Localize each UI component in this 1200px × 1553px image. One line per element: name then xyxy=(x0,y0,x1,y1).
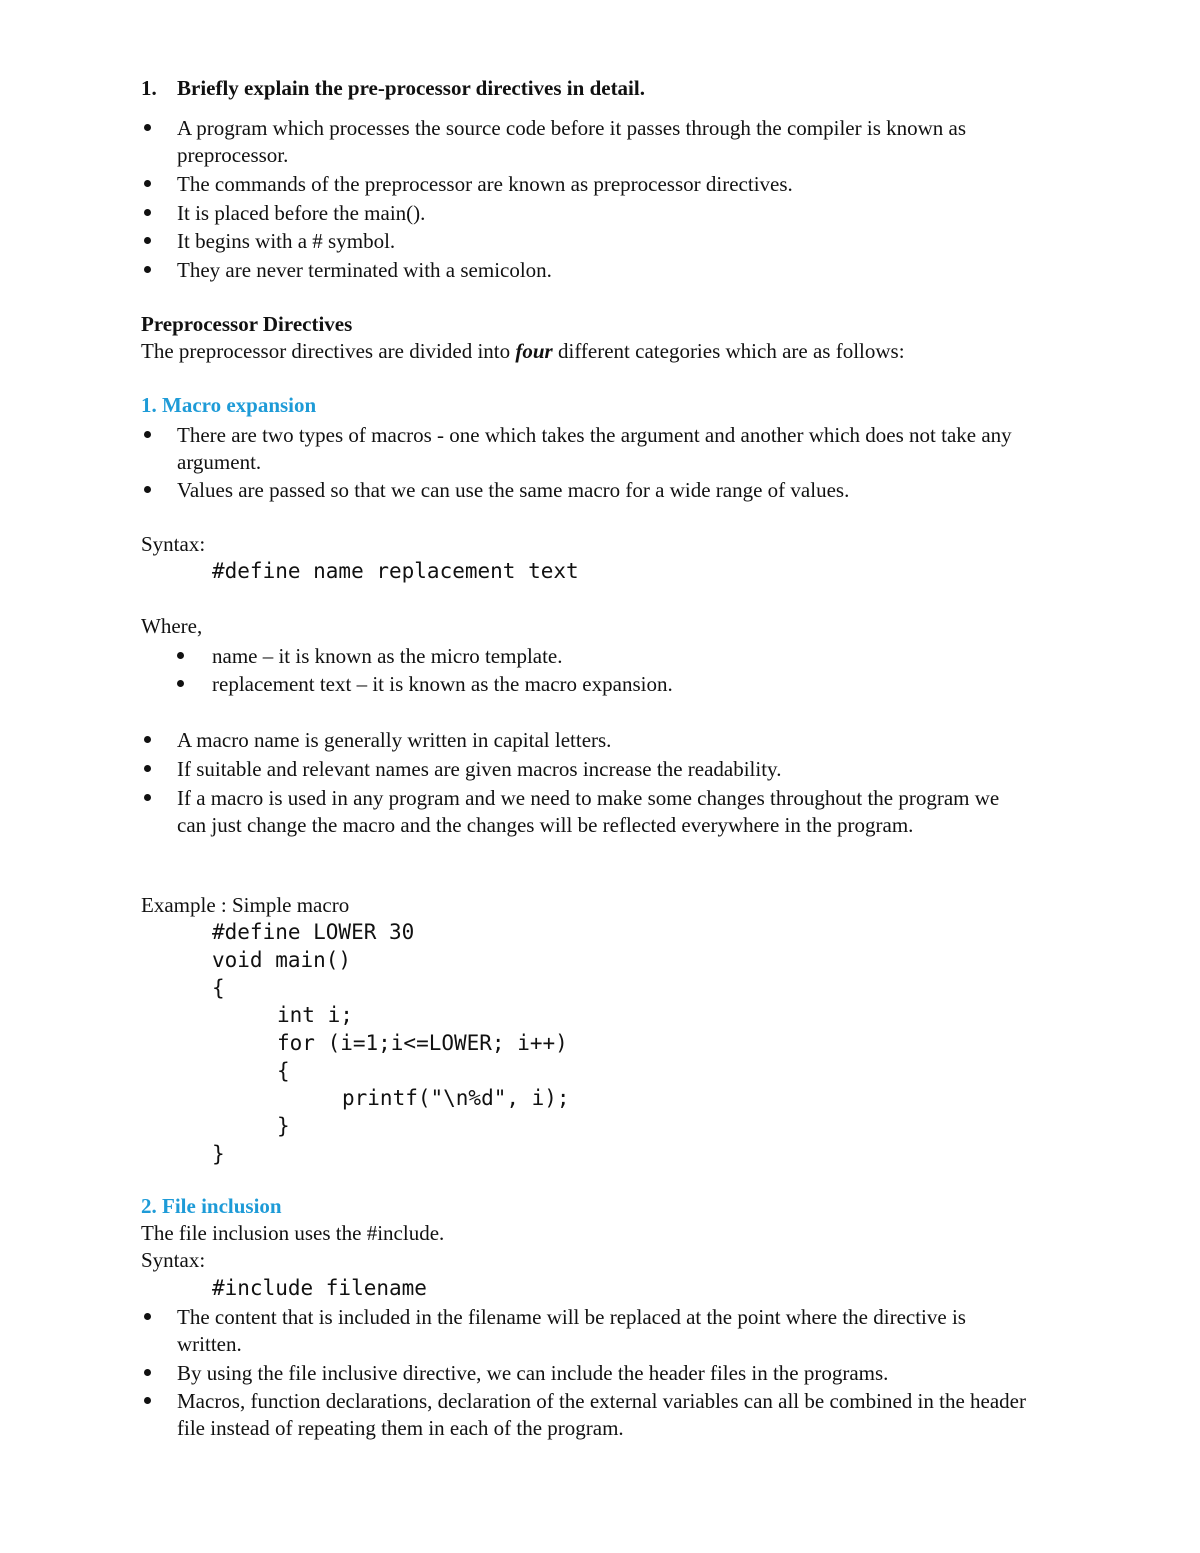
list-item: The commands of the preprocessor are known as preprocessor directives. xyxy=(177,172,793,196)
bullet-icon xyxy=(144,765,151,772)
code-line: } xyxy=(277,1114,290,1138)
list-item: A program which processes the source code before it passes through the compiler is known as xyxy=(177,116,967,140)
list-item-continuation: written. xyxy=(177,1332,242,1356)
where-item: name – it is known as the micro template. xyxy=(212,644,563,668)
syntax-code: #include filename xyxy=(212,1276,427,1300)
file-inclusion-heading: 2. File inclusion xyxy=(141,1194,282,1218)
list-item: A macro name is generally written in capital letters. xyxy=(177,728,612,752)
list-item-continuation: argument. xyxy=(177,450,262,474)
bullet-icon xyxy=(144,486,151,493)
intro-text: The preprocessor directives are divided into xyxy=(141,339,516,363)
list-item: They are never terminated with a semicolon. xyxy=(177,258,552,282)
code-line: { xyxy=(277,1059,290,1083)
bullet-icon xyxy=(144,431,151,438)
code-line: } xyxy=(212,1142,225,1166)
bullet-icon xyxy=(144,266,151,273)
file-inclusion-intro: The file inclusion uses the #include. xyxy=(141,1221,445,1245)
bullet-icon xyxy=(144,180,151,187)
list-item: There are two types of macros - one which takes the argument and another which does not take any xyxy=(177,423,1012,447)
question-number: 1. xyxy=(141,76,157,100)
list-item: The content that is included in the filename will be replaced at the point where the directive is xyxy=(177,1305,966,1329)
syntax-code: #define name replacement text xyxy=(212,559,579,583)
code-line: int i; xyxy=(277,1003,353,1027)
question-title: Briefly explain the pre-processor directives in detail. xyxy=(177,76,645,100)
list-item: By using the file inclusive directive, we can include the header files in the programs. xyxy=(177,1361,889,1385)
bullet-icon xyxy=(144,237,151,244)
list-item: Macros, function declarations, declaration of the external variables can all be combined in the header xyxy=(177,1389,1026,1413)
code-line: #define LOWER 30 xyxy=(212,920,415,944)
intro-text-end: different categories which are as follows: xyxy=(552,339,905,363)
list-item: It begins with a # symbol. xyxy=(177,229,396,253)
bullet-icon xyxy=(177,680,184,687)
syntax-label: Syntax: xyxy=(141,1248,206,1272)
bullet-icon xyxy=(144,1313,151,1320)
bullet-icon xyxy=(144,736,151,743)
bullet-icon xyxy=(144,1369,151,1376)
list-item-continuation: preprocessor. xyxy=(177,143,289,167)
list-item-continuation: file instead of repeating them in each of the program. xyxy=(177,1416,624,1440)
bullet-icon xyxy=(144,1397,151,1404)
syntax-label: Syntax: xyxy=(141,532,206,556)
bullet-icon xyxy=(144,124,151,131)
section-heading: Preprocessor Directives xyxy=(141,312,353,336)
list-item-continuation: can just change the macro and the changes will be reflected everywhere in the program. xyxy=(177,813,914,837)
list-item: It is placed before the main(). xyxy=(177,201,426,225)
code-line: { xyxy=(212,976,225,1000)
code-line: printf("\n%d", i); xyxy=(342,1086,570,1110)
macro-heading: 1. Macro expansion xyxy=(141,393,317,417)
code-line: void main() xyxy=(212,948,352,972)
bullet-icon xyxy=(144,794,151,801)
where-label: Where, xyxy=(141,614,203,638)
list-item: Values are passed so that we can use the same macro for a wide range of values. xyxy=(177,478,850,502)
list-item: If suitable and relevant names are given macros increase the readability. xyxy=(177,757,782,781)
bullet-icon xyxy=(177,652,184,659)
code-line: for (i=1;i<=LOWER; i++) xyxy=(277,1031,568,1055)
where-item: replacement text – it is known as the macro expansion. xyxy=(212,672,673,696)
list-item: If a macro is used in any program and we need to make some changes throughout the program we xyxy=(177,786,1000,810)
section-intro xyxy=(141,337,905,365)
example-label: Example : Simple macro xyxy=(141,893,350,917)
bullet-icon xyxy=(144,209,151,216)
intro-emphasis: four xyxy=(515,339,553,363)
